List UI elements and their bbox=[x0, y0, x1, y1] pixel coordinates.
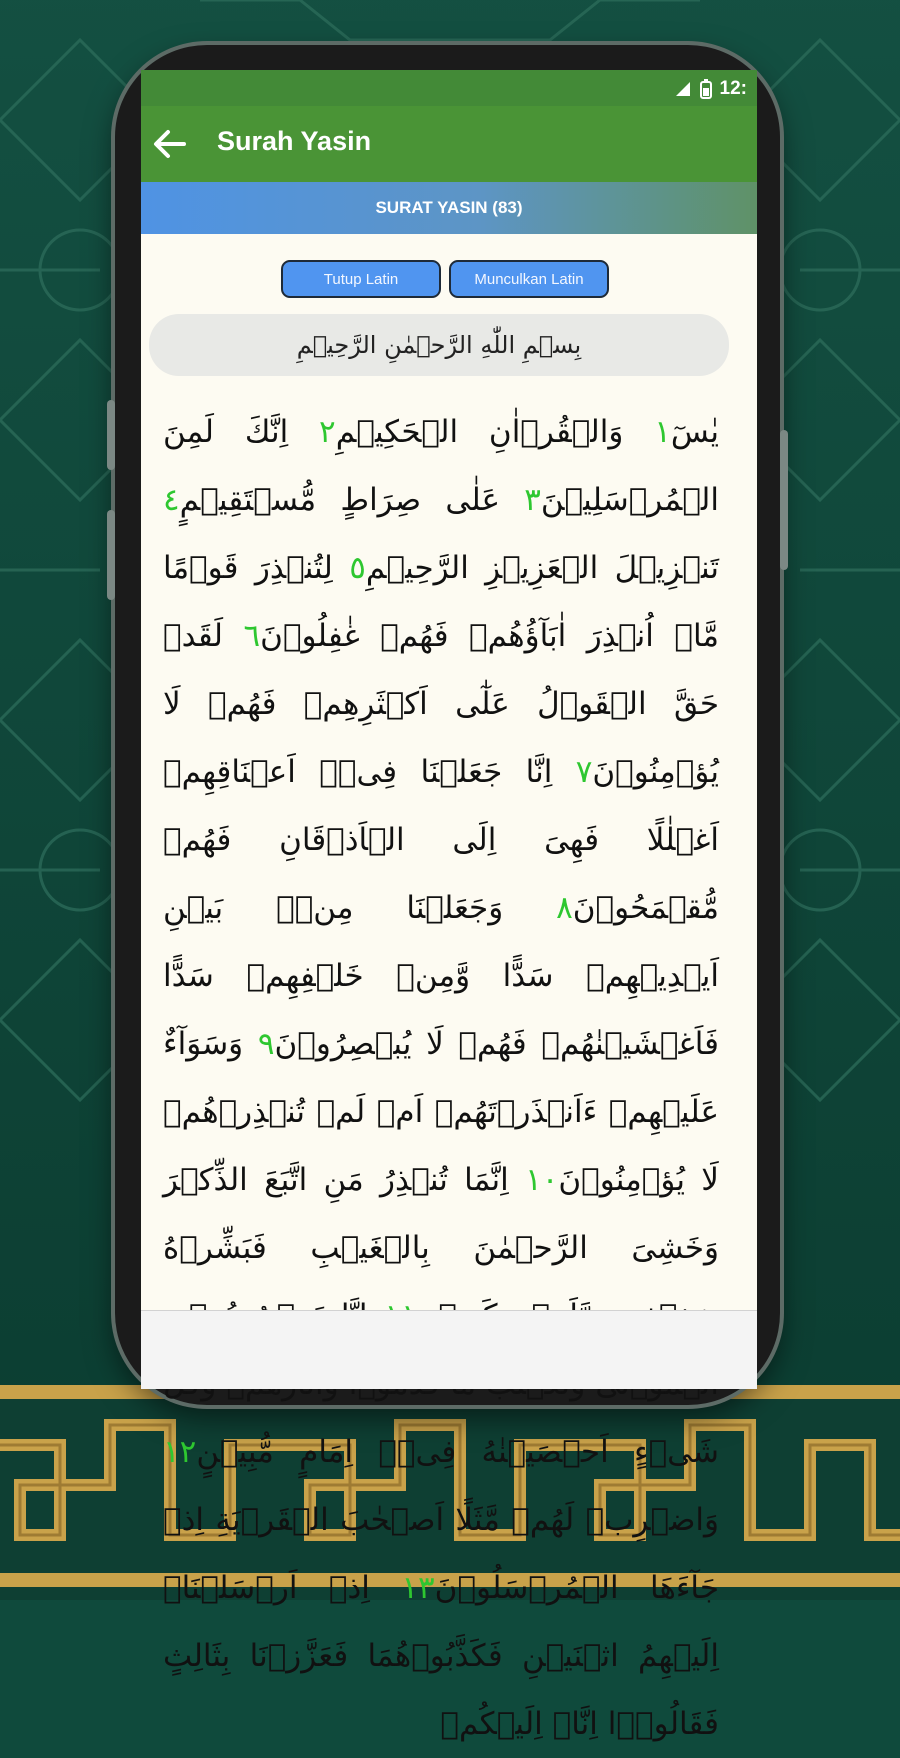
back-button[interactable] bbox=[145, 120, 193, 168]
ayah-number: ٩ bbox=[257, 1026, 275, 1062]
ayah-text: اِنَّمَا تُنۡذِرُ مَنِ اتَّبَعَ الذِّكۡرَ وَخَشِىَ الرَّحۡمٰنَ بِالۡغَيۡبِ فَبَشِّرۡهُ bbox=[163, 1162, 719, 1266]
ayah-text: لَقَدۡ حَقَّ الۡقَوۡلُ عَلٰٓى اَكۡثَرِهِمۡ فَهُمۡ لَا يُؤۡمِنُوۡنَ bbox=[163, 618, 719, 790]
ayah-number: ١٢ bbox=[163, 1434, 197, 1470]
ayah-text: اِذۡ اَرۡسَلۡنَاۤ اِلَيۡهِمُ اثۡنَيۡنِ فَكَذَّبُوۡهُمَا فَعَزَّزۡنَا بِثَالِثٍ فَقَالُوۡۤا اِنَّاۤ اِلَيۡكُمۡ bbox=[163, 1570, 719, 1742]
battery-icon bbox=[700, 79, 712, 99]
app-bar bbox=[141, 106, 757, 182]
ayah-number: ٨ bbox=[556, 890, 573, 926]
status-icons bbox=[674, 78, 747, 100]
ayah-number: ٦ bbox=[243, 618, 261, 654]
ayah-number: ٧ bbox=[575, 754, 593, 790]
signal-icon bbox=[674, 80, 692, 98]
ayah-number: ٣ bbox=[524, 482, 541, 518]
app-screen bbox=[141, 70, 757, 1742]
hide-latin-button[interactable]: Tutup Latin bbox=[281, 260, 441, 298]
status-time: 12: bbox=[719, 78, 747, 99]
ayah-text: تَنۡزِيۡلَ الۡعَزِيۡزِ الرَّحِيۡمِ bbox=[365, 550, 719, 586]
show-latin-button[interactable]: Munculkan Latin bbox=[449, 260, 609, 298]
ayah-text: وَاضۡرِبۡ لَهُمۡ مَّثَلًا اَصۡحٰبَ الۡقَرۡيَةِ اِذۡ جَآءَهَا الۡمُرۡسَلُوۡنَ bbox=[163, 1502, 720, 1606]
latin-toggle-row bbox=[141, 260, 757, 300]
ayah-text: عَلٰى صِرَاطٍ مُّسۡتَقِيۡمٍ bbox=[179, 482, 500, 518]
ayah-text: وَجَعَلۡنَا مِنۡۢ بَيۡنِ اَيۡدِيۡهِمۡ سَدًّا وَّمِنۡ خَلۡفِهِمۡ سَدًّا فَاَغۡشَيۡنٰهُمۡ فَهُمۡ لَا يُبۡصِرُوۡنَ bbox=[163, 890, 719, 1062]
ayah-text: وَالۡقُرۡاٰنِ الۡحَكِيۡمِ bbox=[335, 414, 624, 450]
ayah-number: ١٣ bbox=[401, 1570, 435, 1606]
ayah-number: ٥ bbox=[349, 550, 366, 586]
ayah-number: ٢ bbox=[319, 414, 336, 450]
surah-banner: SURAT YASIN (83) bbox=[141, 182, 757, 234]
ayah-text-block[interactable] bbox=[163, 398, 720, 1742]
status-bar bbox=[141, 70, 757, 106]
ayah-number: ١٠ bbox=[525, 1162, 559, 1198]
arrow-back-icon bbox=[152, 129, 186, 159]
ayah-text: اِنَّا جَعَلۡنَا فِىۡۤ اَعۡنَاقِهِمۡ اَغۡلٰلًا فَهِىَ اِلَى الۡاَذۡقَانِ فَهُمۡ مُّقۡمَحُوۡنَ bbox=[163, 754, 719, 926]
page-title: Surah Yasin bbox=[217, 126, 372, 156]
bismillah: بِسۡمِ اللّٰهِ الرَّحۡمٰنِ الرَّحِيۡمِ bbox=[149, 314, 729, 376]
bottom-bar bbox=[141, 1310, 757, 1389]
ayah-number: ٤ bbox=[163, 482, 180, 518]
phone-volume-button bbox=[107, 510, 115, 600]
phone-power-button bbox=[780, 430, 788, 570]
ayah-text: لِتُنۡذِرَ قَوۡمًا مَّاۤ اُنۡذِرَ اٰبَآؤُهُمۡ فَهُمۡ غٰفِلُوۡنَ bbox=[163, 550, 719, 654]
ayah-number: ١ bbox=[654, 414, 671, 450]
phone-volume-button bbox=[107, 400, 115, 470]
ayah-text: شَىۡءٍ اَحۡصَيۡنٰهُ فِىۡۤ اِمَامٍ مُّبِيۡنٍ bbox=[196, 1434, 719, 1470]
ayah-text: اِنَّكَ لَمِنَ الۡمُرۡسَلِيۡنَ bbox=[163, 414, 719, 518]
ayah-text: يٰسٓ bbox=[670, 414, 720, 450]
ayah-text: وَسَوَآءٌ عَلَيۡهِمۡ ءَاَنۡذَرۡتَهُمۡ اَمۡ لَمۡ تُنۡذِرۡهُمۡ لَا يُؤۡمِنُوۡنَ bbox=[163, 1026, 719, 1198]
